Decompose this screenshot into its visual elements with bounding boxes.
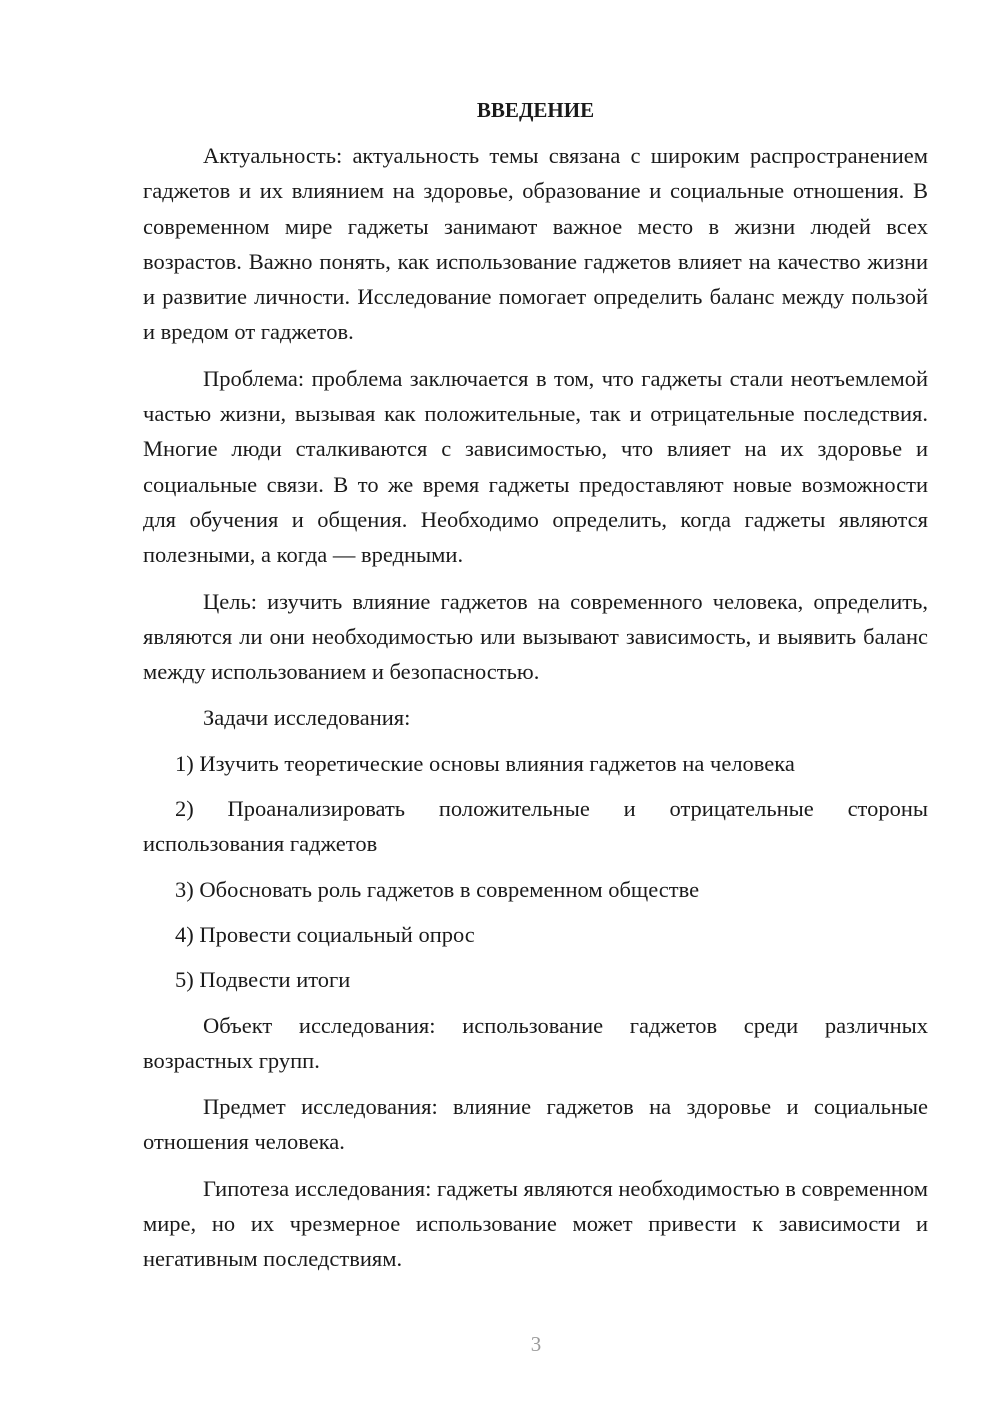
relevance-paragraph: Актуальность: актуальность темы связана с широким распространением гаджетов и их влиянием на здоровье, образование и социальные отношения. В современном мире гаджеты занимают важное место в жизни людей всех возрастов. Важно понять, как использование гаджетов влияет на качество жизни и развитие личности. Исследование помогает определить баланс между пользой и вредом от гаджетов. — [143, 143, 928, 345]
tasks-heading: Задачи исследования: — [203, 705, 411, 731]
task-item-1: 1) Изучить теоретические основы влияния гаджетов на человека — [175, 750, 795, 776]
task-item-4: 4) Провести социальный опрос — [175, 921, 475, 947]
problem-paragraph: Проблема: проблема заключается в том, что гаджеты стали неотъемлемой частью жизни, вызывая как положительные, так и отрицательные последствия. Многие люди сталкиваются с зависимостью, что влияет на их здоровье и социальные связи. В то же время гаджеты предоставляют новые возможности для обучения и общения. Необходимо определить, когда гаджеты являются полезными, а когда — вредными. — [143, 365, 928, 568]
subject-paragraph: Предмет исследования: влияние гаджетов на здоровье и социальные отношения человека. — [143, 1094, 928, 1155]
page-title: ВВЕДЕНИЕ — [476, 98, 595, 122]
page-number: 3 — [530, 1332, 542, 1356]
task-item-3: 3) Обосновать роль гаджетов в современном обществе — [175, 876, 700, 902]
object-paragraph: Объект исследования: использование гаджетов среди различных возрастных групп. — [143, 1012, 928, 1073]
task-item-2: 2) Проанализировать положительные и отрицательные стороны использования гаджетов — [143, 796, 928, 857]
task-item-5: 5) Подвести итоги — [175, 967, 351, 993]
document-page — [143, 92, 928, 1277]
hypothesis-paragraph: Гипотеза исследования: гаджеты являются необходимостью в современном мире, но их чрезмерное использование может привести к зависимости и негативным последствиям. — [143, 1175, 928, 1272]
goal-paragraph: Цель: изучить влияние гаджетов на современного человека, определить, являются ли они необходимостью или вызывают зависимость, и выявить баланс между использованием и безопасностью. — [143, 588, 928, 685]
